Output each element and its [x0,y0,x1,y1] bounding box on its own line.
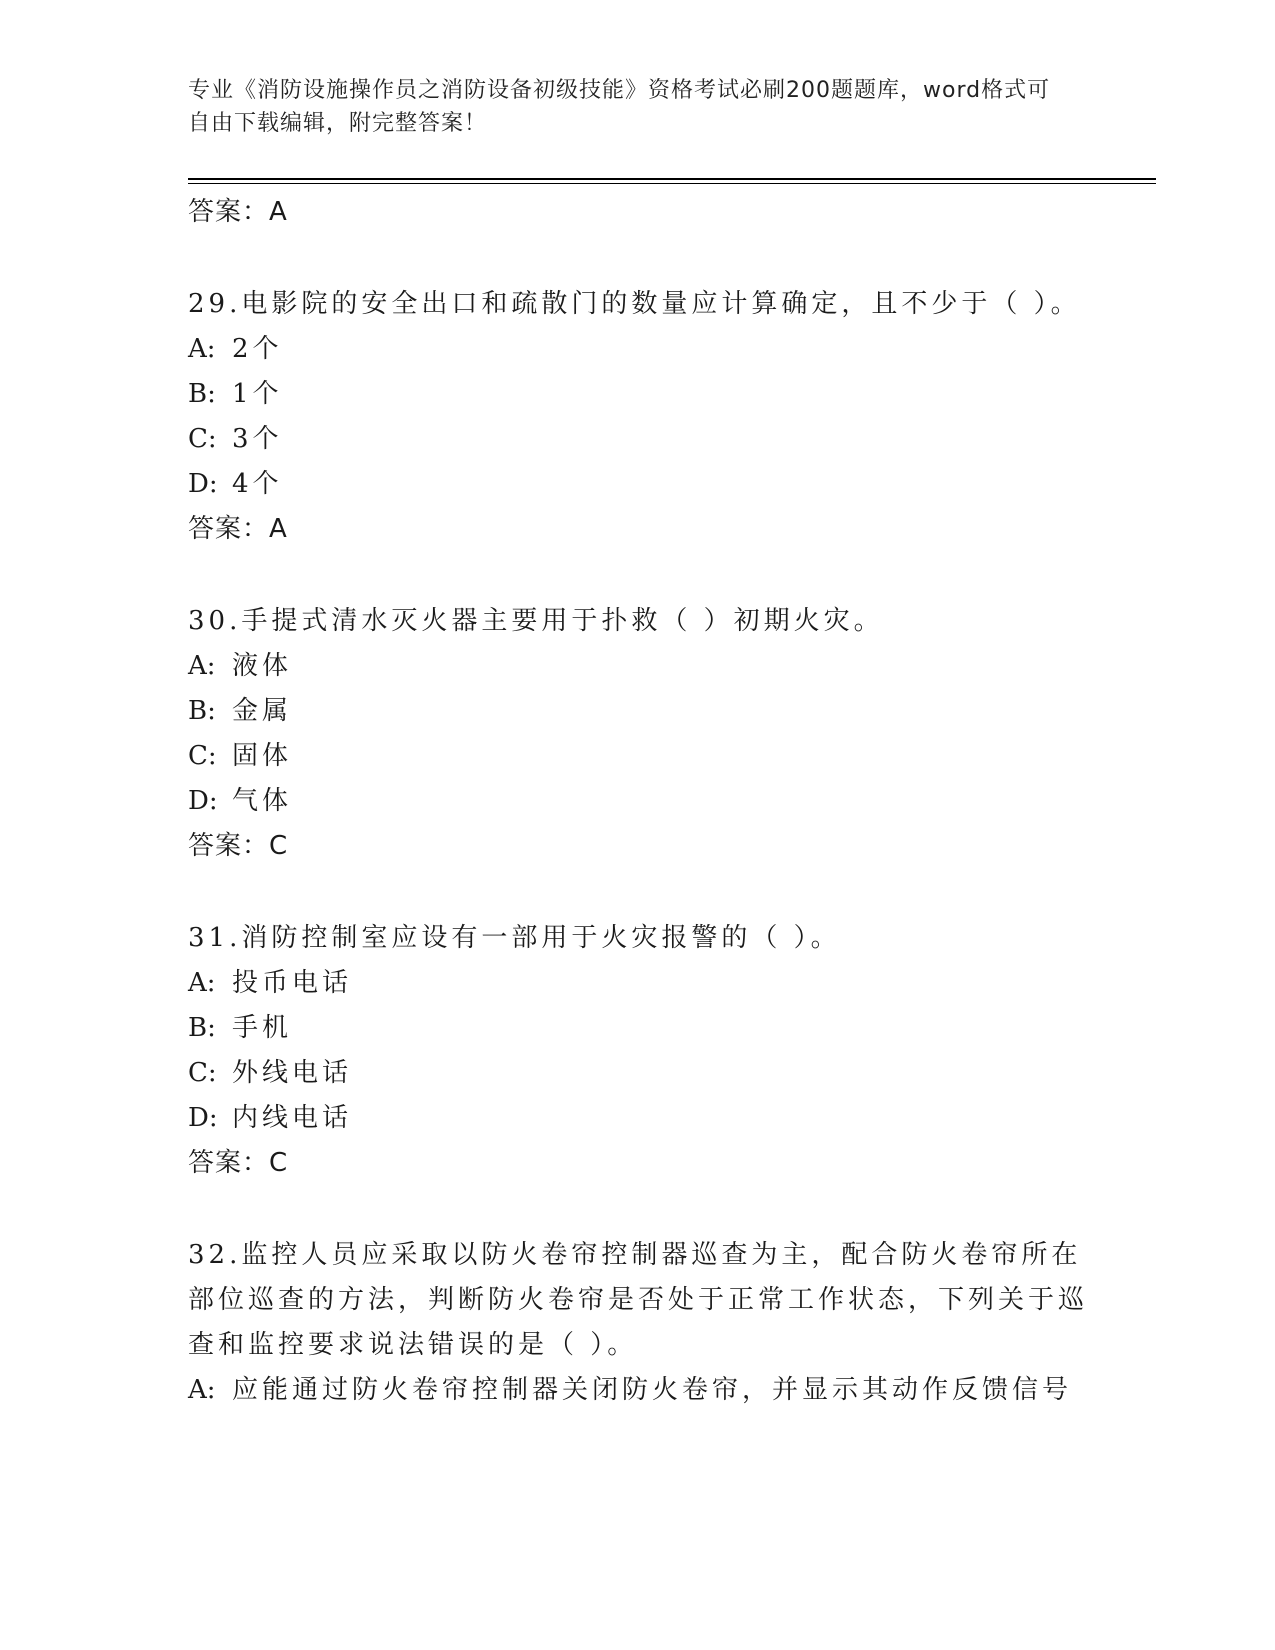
option-text: 固体 [232,741,293,771]
question-text: 29.电影院的安全出口和疏散门的数量应计算确定，且不少于（ ）。 [188,289,1081,319]
answer-line: 答案：C [188,831,289,861]
option-text: 应能通过防火卷帘控制器关闭防火卷帘，并显示其动作反馈信号 [232,1375,1073,1405]
option-text: 外线电话 [232,1058,353,1088]
option-text: 手机 [232,1013,293,1043]
option-c [188,734,1088,779]
option-letter: A: [188,334,216,364]
option-text: 2个 [232,334,283,364]
option-text: 4个 [232,469,283,499]
question-content [188,190,1088,1413]
option-text: 液体 [232,651,293,681]
question-30 [188,599,1088,869]
option-text: 金属 [232,696,293,726]
option-letter: D: [188,469,218,499]
option-text: 气体 [232,786,293,816]
question-29 [188,282,1088,552]
option-d [188,462,1088,507]
option-b [188,372,1088,417]
option-letter: A: [188,968,216,998]
option-a [188,327,1088,372]
option-letter: D: [188,786,218,816]
question-31 [188,916,1088,1186]
question-32 [188,1233,1088,1413]
option-text: 1个 [232,379,283,409]
option-letter: B: [188,1013,216,1043]
option-c [188,1051,1088,1096]
answer-line: 答案：A [188,514,288,544]
option-b [188,1006,1088,1051]
option-letter: A: [188,1375,216,1405]
option-letter: B: [188,696,216,726]
question-text: 32.监控人员应采取以防火卷帘控制器巡查为主，配合防火卷帘所在部位巡查的方法，判断防火卷帘是否处于正常工作状态，下列关于巡查和监控要求说法错误的是（ ）。 [188,1240,1089,1360]
option-letter: C: [188,1058,217,1088]
option-b [188,689,1088,734]
question-text: 30.手提式清水灭火器主要用于扑救（ ）初期火灾。 [188,606,884,636]
header-divider-thick [188,178,1156,180]
header-divider-thin [188,183,1156,184]
option-letter: C: [188,741,217,771]
option-text: 投币电话 [232,968,353,998]
answer-line: 答案：C [188,1148,289,1178]
question-text: 31.消防控制室应设有一部用于火灾报警的（ ）。 [188,923,841,953]
document-header: 专业《消防设施操作员之消防设备初级技能》资格考试必刷200题题库，word格式可自由下载编辑，附完整答案！ [188,78,1051,136]
option-a [188,1368,1088,1413]
answer-line: 答案：A [188,197,288,227]
option-d [188,1096,1088,1141]
option-letter: C: [188,424,217,454]
option-letter: B: [188,379,216,409]
option-text: 3个 [232,424,283,454]
option-d [188,779,1088,824]
option-letter: A: [188,651,216,681]
option-a [188,961,1088,1006]
option-text: 内线电话 [232,1103,353,1133]
option-c [188,417,1088,462]
option-letter: D: [188,1103,218,1133]
option-a [188,644,1088,689]
